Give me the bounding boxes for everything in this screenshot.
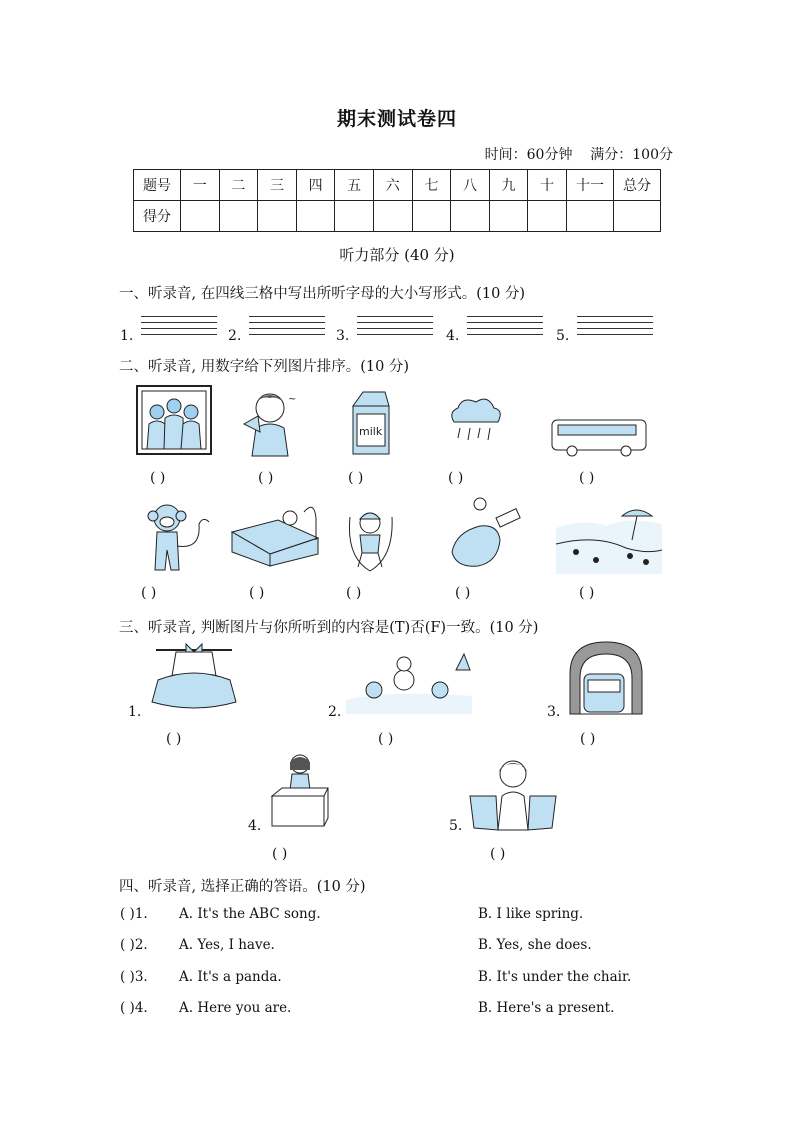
col-5: 五 [335, 170, 374, 201]
header-label: 题号 [134, 170, 181, 201]
question-4-text: 四、听录音, 选择正确的答语。(10 分) [119, 879, 366, 895]
four-line-grid[interactable] [467, 316, 543, 340]
four-line-grid[interactable] [249, 316, 325, 340]
answer-blank[interactable]: ( ) [579, 585, 595, 601]
family-photo-picture [135, 384, 213, 456]
question-1-text: 一、听录音, 在四线三格中写出所听字母的大小写形式。(10 分) [119, 286, 526, 302]
answer-blank[interactable]: ( ) [448, 470, 464, 486]
dress-picture [146, 640, 242, 714]
q3-item-2-label: 2. [328, 704, 342, 720]
q3-item-4-label: 4. [248, 818, 262, 834]
score-table [133, 169, 661, 232]
col-7: 七 [412, 170, 451, 201]
col-8: 八 [451, 170, 490, 201]
col-6: 六 [373, 170, 412, 201]
q3-item-3-label: 3. [547, 704, 561, 720]
row-label: 得分 [134, 201, 181, 232]
q4-row-4-option-b: B. Here's a present. [478, 1000, 615, 1016]
girl-scarf-picture [468, 756, 558, 832]
score-cell[interactable] [181, 201, 220, 232]
full-score: 满分：100分 [590, 147, 673, 163]
time-limit: 时间：60分钟 [484, 147, 573, 163]
answer-blank[interactable]: ( ) [579, 470, 595, 486]
q4-row-1-number[interactable]: ( )1. [120, 906, 148, 922]
q4-row-1-option-a: A. It's the ABC song. [179, 906, 321, 922]
ping-pong-paddle-picture [450, 496, 522, 572]
q1-item-2-label: 2. [228, 328, 242, 344]
score-cell[interactable] [258, 201, 297, 232]
beach-scene-picture [556, 504, 662, 574]
milk-label: milk [359, 425, 383, 438]
q4-row-1-option-b: B. I like spring. [478, 906, 584, 922]
bus-picture [550, 416, 650, 458]
answer-blank[interactable]: ( ) [141, 585, 157, 601]
answer-blank[interactable]: ( ) [490, 846, 506, 862]
question-2-text: 二、听录音, 用数字给下列图片排序。(10 分) [119, 359, 410, 375]
col-10: 十 [528, 170, 567, 201]
score-cell[interactable] [219, 201, 258, 232]
col-2: 二 [219, 170, 258, 201]
score-cell[interactable] [296, 201, 335, 232]
col-1: 一 [181, 170, 220, 201]
milk-carton-picture [345, 388, 395, 458]
q3-item-5-label: 5. [449, 818, 463, 834]
q4-row-4-number[interactable]: ( )4. [120, 1000, 148, 1016]
page-title: 期末测试卷四 [336, 108, 457, 130]
monkey-picture [145, 500, 211, 576]
col-11: 十一 [567, 170, 614, 201]
col-9: 九 [489, 170, 528, 201]
score-cell[interactable] [451, 201, 490, 232]
q4-row-4-option-a: A. Here you are. [179, 1000, 292, 1016]
q4-row-3-option-a: A. It's a panda. [179, 969, 282, 985]
q4-row-3-number[interactable]: ( )3. [120, 969, 148, 985]
bed-picture [228, 498, 322, 568]
answer-blank[interactable]: ( ) [272, 846, 288, 862]
q3-item-1-label: 1. [128, 704, 142, 720]
listening-section-heading: 听力部分 (40 分) [339, 246, 455, 264]
score-cell[interactable] [412, 201, 451, 232]
answer-blank[interactable]: ( ) [378, 731, 394, 747]
col-4: 四 [296, 170, 335, 201]
score-table-header-row [134, 170, 661, 201]
q4-row-2-option-a: A. Yes, I have. [179, 937, 275, 953]
answer-blank[interactable]: ( ) [346, 585, 362, 601]
train-tunnel-picture [568, 640, 644, 716]
doll-on-box-picture [268, 752, 332, 828]
boy-fan-picture [240, 388, 304, 458]
answer-blank[interactable]: ( ) [258, 470, 274, 486]
col-total: 总分 [614, 170, 661, 201]
answer-blank[interactable]: ( ) [580, 731, 596, 747]
q1-item-3-label: 3. [336, 328, 350, 344]
four-line-grid[interactable] [141, 316, 217, 340]
score-cell[interactable] [614, 201, 661, 232]
answer-blank[interactable]: ( ) [348, 470, 364, 486]
rain-cloud-picture [446, 394, 504, 454]
q1-item-4-label: 4. [446, 328, 460, 344]
score-cell[interactable] [528, 201, 567, 232]
score-cell[interactable] [335, 201, 374, 232]
four-line-grid[interactable] [577, 316, 653, 340]
score-cell[interactable] [373, 201, 412, 232]
col-3: 三 [258, 170, 297, 201]
answer-blank[interactable]: ( ) [150, 470, 166, 486]
answer-blank[interactable]: ( ) [249, 585, 265, 601]
score-cell[interactable] [567, 201, 614, 232]
q4-row-3-option-b: B. It's under the chair. [478, 969, 632, 985]
q1-item-5-label: 5. [556, 328, 570, 344]
score-cell[interactable] [489, 201, 528, 232]
exam-meta [485, 144, 673, 164]
answer-blank[interactable]: ( ) [455, 585, 471, 601]
svg-text:~: ~ [288, 394, 297, 405]
q4-row-2-option-b: B. Yes, she does. [478, 937, 592, 953]
boy-jump-rope-picture [342, 497, 400, 577]
answer-blank[interactable]: ( ) [166, 731, 182, 747]
q1-item-1-label: 1. [120, 328, 134, 344]
four-line-grid[interactable] [357, 316, 433, 340]
question-3-text: 三、听录音, 判断图片与你所听到的内容是(T)否(F)一致。(10 分) [119, 620, 539, 636]
snowman-scene-picture [346, 650, 472, 714]
score-table-score-row [134, 201, 661, 232]
q4-row-2-number[interactable]: ( )2. [120, 937, 148, 953]
